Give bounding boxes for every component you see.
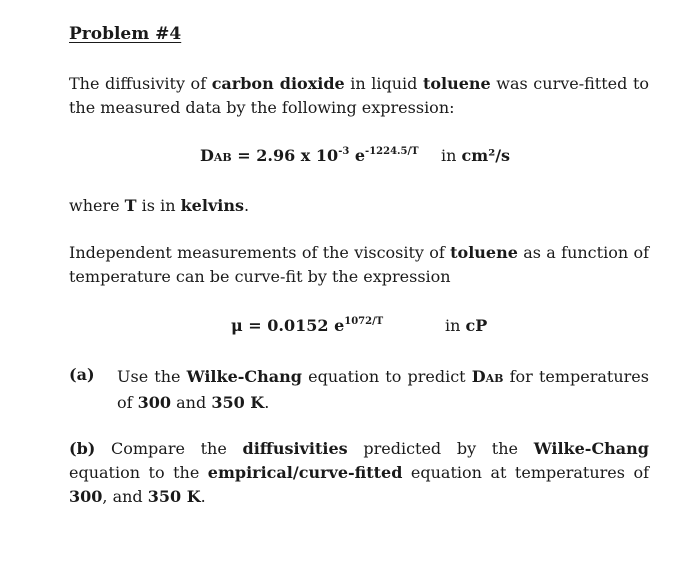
term-carbon-dioxide: carbon dioxide bbox=[211, 74, 345, 93]
where-line: where T is in kelvins. bbox=[69, 196, 250, 215]
dab-subscript: AB bbox=[213, 151, 232, 164]
exponent-power-of-ten: -3 bbox=[338, 146, 350, 157]
viscosity-paragraph: Independent measurements of the viscosity of toluene as a function of temperature can be curve-fit by the expression bbox=[69, 243, 649, 286]
part-a-label: (a) bbox=[69, 365, 95, 384]
exponent-arrhenius: -1224.5/T bbox=[365, 146, 419, 157]
viscosity-unit: in cP bbox=[445, 316, 488, 335]
viscosity-exponent: 1072/T bbox=[344, 316, 384, 327]
part-b-label: (b) bbox=[69, 439, 96, 458]
diffusivity-unit: in cm²/s bbox=[441, 146, 511, 165]
term-toluene: toluene bbox=[422, 74, 491, 93]
intro-paragraph: The diffusivity of carbon dioxide in liquid toluene was curve-fitted to the measured data by the following expression: bbox=[69, 74, 650, 117]
problem-title: Problem #4 bbox=[69, 24, 182, 44]
part-a-text: Use the Wilke-Chang equation to predict DAB for temperatures of 300 and 350 K. bbox=[117, 367, 649, 412]
term-toluene-2: toluene bbox=[450, 243, 518, 262]
part-b-paragraph: (b) Compare the diffusivities predicted by the Wilke-Chang equation to the empirical/curve-fitted equation at temperatures of 300, and 350 K. bbox=[69, 439, 650, 506]
viscosity-equation: μ = 0.0152 $e^{1072/T}$ bbox=[231, 316, 384, 335]
diffusivity-equation: DAB = 2.96 x $10^{-3}$ $e^{-1224.5/T}$ bbox=[200, 146, 419, 165]
